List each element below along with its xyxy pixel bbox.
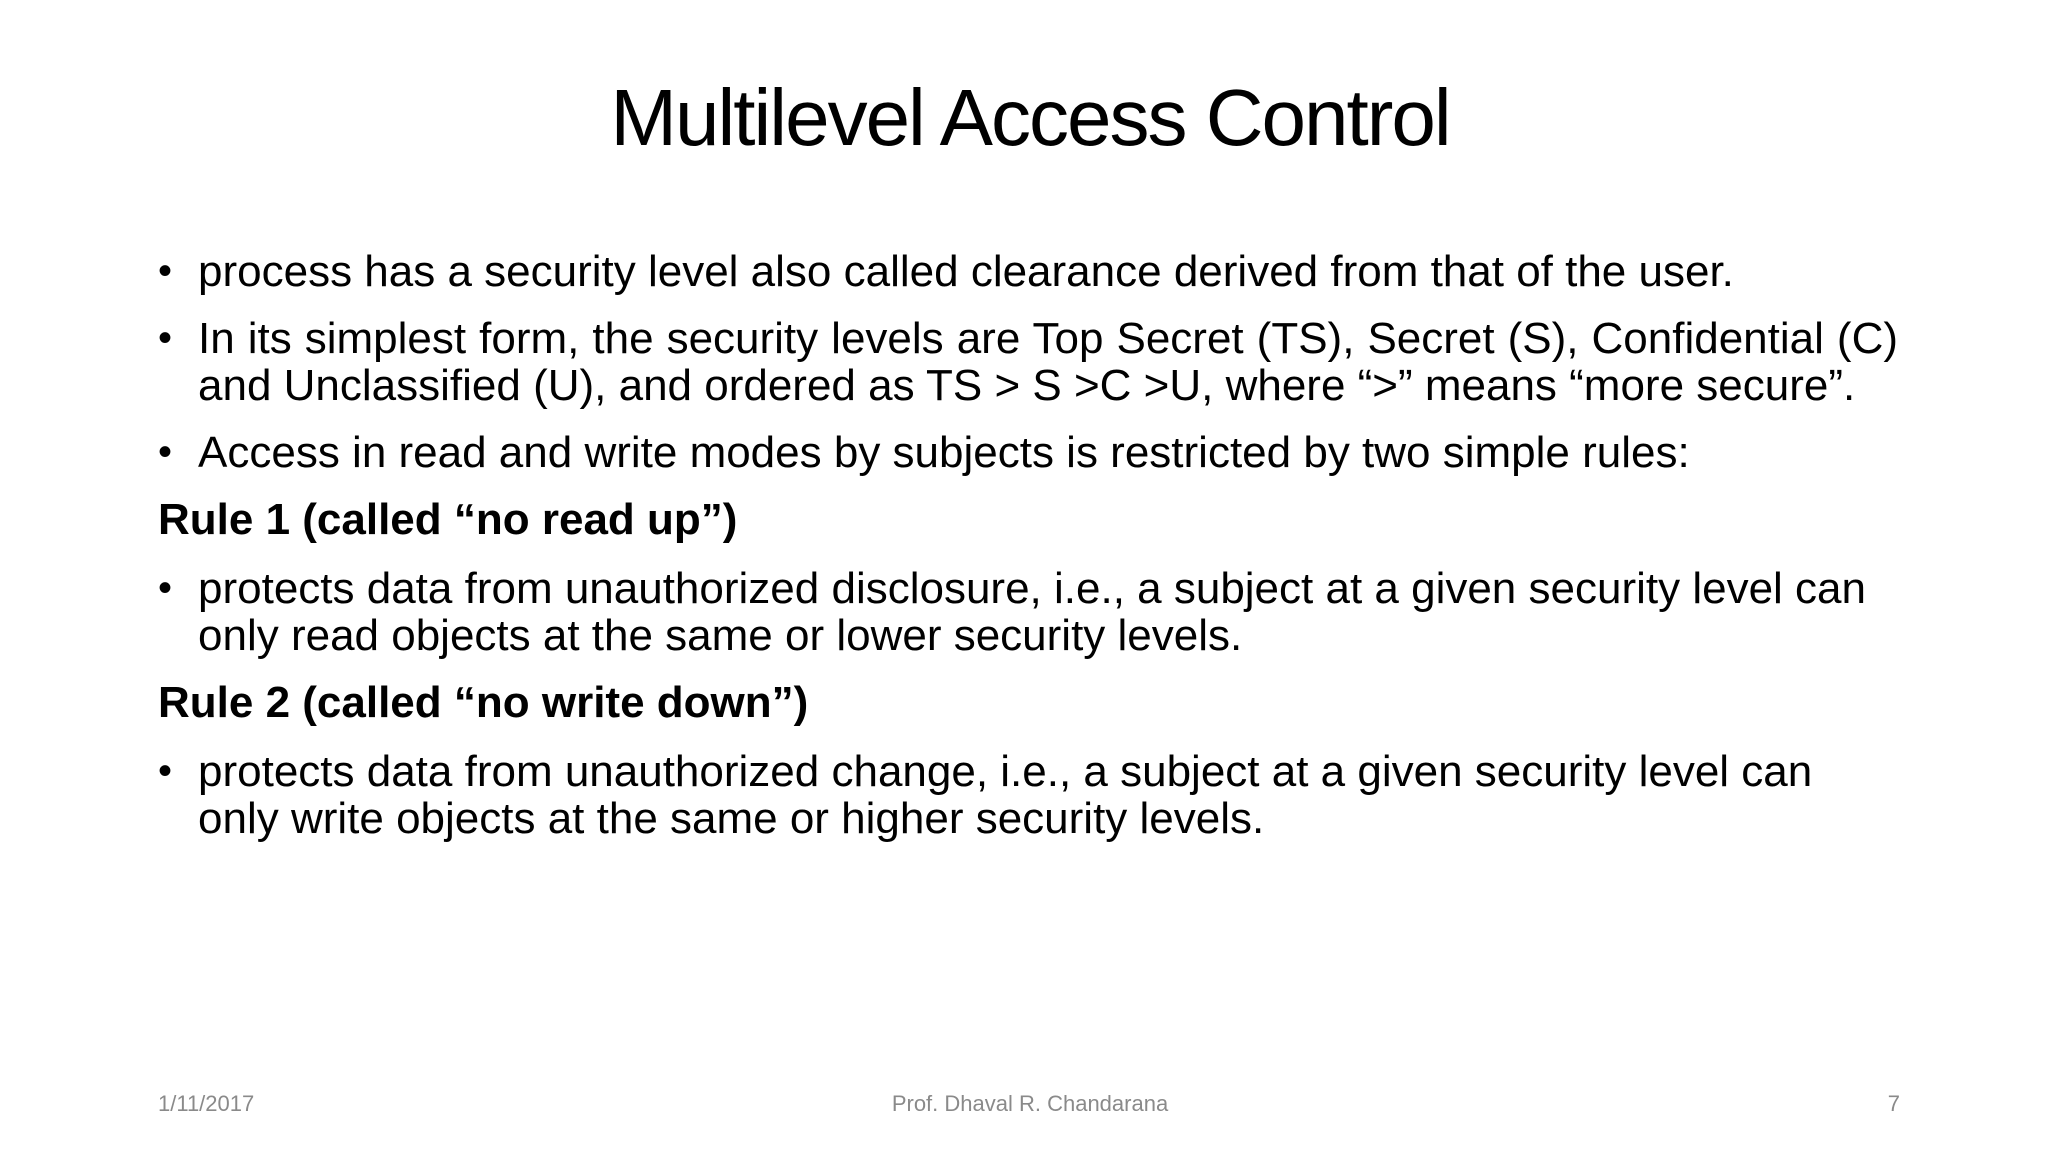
footer-date: 1/11/2017 (158, 1091, 255, 1116)
bullet-icon: • (158, 249, 173, 293)
bullet-icon: • (158, 566, 173, 610)
bullet-item (158, 315, 1898, 409)
bullet-icon: • (158, 749, 173, 793)
footer-page-number: 7 (1887, 1091, 1900, 1116)
bullet-item (158, 248, 1898, 295)
slide-body (158, 248, 1898, 842)
bullet-item (158, 429, 1898, 476)
bullet-icon: • (158, 430, 173, 474)
rule-1-bullet (158, 565, 1898, 659)
bullet-text: In its simplest form, the security levels are Top Secret (TS), Secret (S), Confidential (C) and Unclassified (U), and ordered as TS > S >C >U, where “>” means “more secure”. (198, 314, 1898, 410)
rule-2-heading: Rule 2 (called “no write down”) (158, 678, 809, 727)
rule-2-text: protects data from unauthorized change, i.e., a subject at a given security level can only write objects at the same or higher security levels. (198, 747, 1813, 843)
rule-1-heading: Rule 1 (called “no read up”) (158, 495, 738, 544)
bullet-icon: • (158, 316, 173, 360)
footer-author: Prof. Dhaval R. Chandarana (891, 1091, 1169, 1116)
rule-1-text: protects data from unauthorized disclosure, i.e., a subject at a given security level can only read objects at the same or lower security levels. (198, 564, 1866, 660)
rule-2-bullet (158, 748, 1898, 842)
slide-title: Multilevel Access Control (610, 73, 1450, 162)
bullet-text: Access in read and write modes by subjects is restricted by two simple rules: (198, 428, 1690, 477)
bullet-text: process has a security level also called clearance derived from that of the user. (198, 247, 1734, 296)
